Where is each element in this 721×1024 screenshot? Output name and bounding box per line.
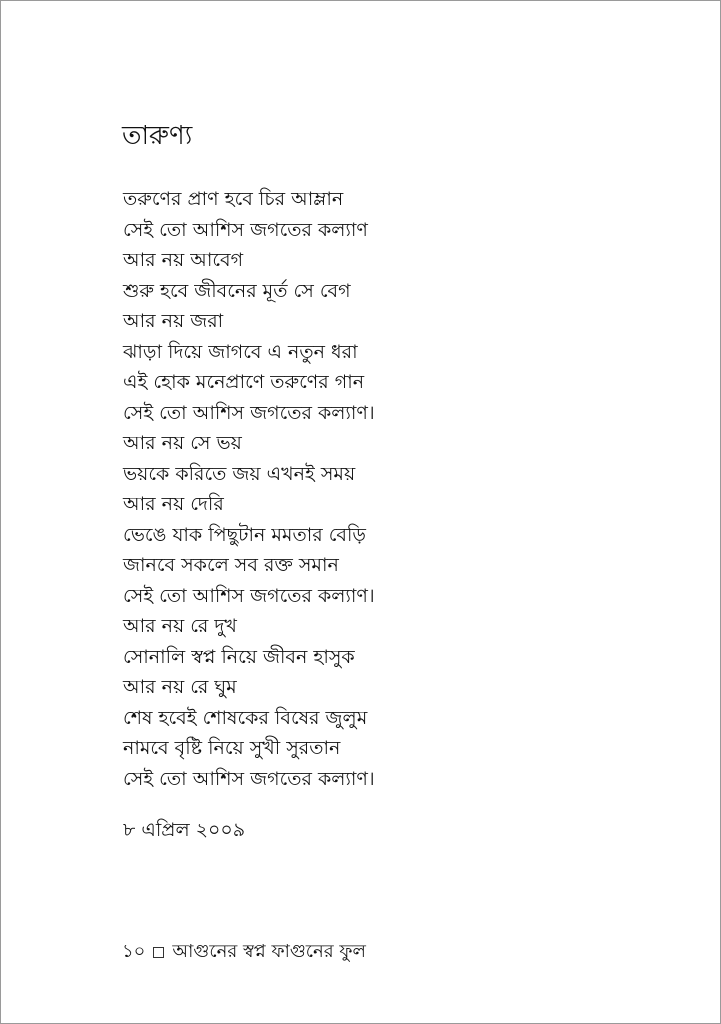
poem-line: শেষ হবেই শোষকের বিষের জুলুম	[123, 706, 368, 729]
poem-line: ভয়কে করিতে জয় এখনই সময়	[123, 462, 356, 485]
poem-line: ঝাড়া দিয়ে জাগবে এ নতুন ধরা	[123, 340, 358, 363]
book-title: আগুনের স্বপ্ন ফাগুনের ফুল	[172, 941, 366, 962]
poem-line: জানবে সকলে সব রক্ত সমান	[123, 554, 339, 576]
poem-line: সোনালি স্বপ্ন নিয়ে জীবন হাসুক	[123, 645, 355, 668]
poem-line: সেই তো আশিস জগতের কল্যাণ।	[123, 767, 375, 790]
poem-line: আর নয় আবেগ	[123, 249, 244, 271]
page-footer	[122, 938, 366, 966]
poem-line: তরুণের প্রাণ হবে চির আম্লান	[123, 188, 344, 210]
poem-line: আর নয় সে ভয়	[123, 432, 242, 454]
poem-line: আর নয় রে ঘুম	[123, 676, 237, 698]
poem-line: আর নয় রে দুখ	[123, 615, 237, 637]
poem-line: এই হোক মনেপ্রাণে তরুণের গান	[123, 371, 365, 393]
poem-line: আর নয় জরা	[123, 310, 224, 332]
poem-line: নামবে বৃষ্টি নিয়ে সুখী সুরতান	[123, 737, 341, 759]
poem-date: ৮ এপ্রিল ২০০৯	[123, 819, 246, 841]
poem-body	[123, 184, 375, 794]
poem-line: শুরু হবে জীবনের মূর্ত সে বেগ	[123, 279, 351, 302]
poem-line: আর নয় দেরি	[123, 493, 224, 515]
poem-line: সেই তো আশিস জগতের কল্যাণ।	[123, 401, 375, 424]
poem-title: তারুণ্য	[122, 121, 193, 151]
poem-line: সেই তো আশিস জগতের কল্যাণ।	[123, 584, 375, 607]
square-separator-icon	[153, 947, 164, 958]
poem-line: ভেঙে যাক পিছুটান মমতার বেড়ি	[123, 523, 366, 546]
poem-line: সেই তো আশিস জগতের কল্যাণ	[123, 218, 368, 241]
page-number: ১০	[122, 941, 146, 962]
